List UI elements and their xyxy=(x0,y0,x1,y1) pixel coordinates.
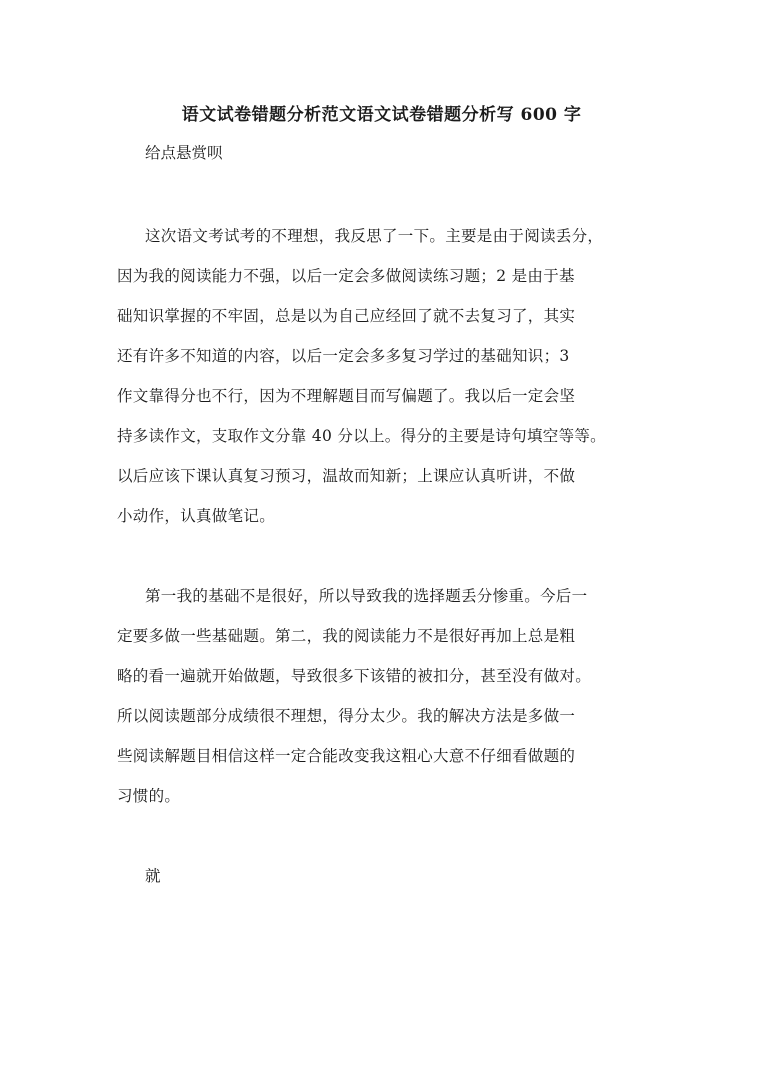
document-subtitle: 给点悬赏呗 xyxy=(145,144,223,162)
paragraph-2-line-6: 习惯的。 xyxy=(117,787,181,805)
paragraph-1-line-6: 持多读作文，支取作文分靠 40 分以上。得分的主要是诗句填空等等。 xyxy=(117,427,606,445)
paragraph-2-line-5: 些阅读解题目相信这样一定合能改变我这粗心大意不仔细看做题的 xyxy=(117,747,576,765)
paragraph-1-line-8: 小动作，认真做笔记。 xyxy=(117,507,276,525)
paragraph-2-line-2: 定要多做一些基础题。第二，我的阅读能力不是很好再加上总是粗 xyxy=(117,627,576,645)
paragraph-1-line-1: 这次语文考试考的不理想，我反思了一下。主要是由于阅读丢分， xyxy=(145,227,604,245)
paragraph-1-line-5: 作文靠得分也不行，因为不理解题目而写偏题了。我以后一定会坚 xyxy=(117,387,576,405)
paragraph-1-line-7: 以后应该下课认真复习预习，温故而知新；上课应认真听讲，不做 xyxy=(117,467,576,485)
document-title: 语文试卷错题分析范文语文试卷错题分析写 600 字 xyxy=(181,105,582,125)
paragraph-1-line-2: 因为我的阅读能力不强，以后一定会多做阅读练习题；2 是由于基 xyxy=(117,267,575,285)
paragraph-1-line-4: 还有许多不知道的内容，以后一定会多多复习学过的基础知识；3 xyxy=(117,347,570,365)
paragraph-1-line-3: 础知识掌握的不牢固，总是以为自己应经回了就不去复习了，其实 xyxy=(117,307,576,325)
paragraph-2-line-4: 所以阅读题部分成绩很不理想，得分太少。我的解决方法是多做一 xyxy=(117,707,576,725)
paragraph-2-line-3: 略的看一遍就开始做题，导致很多下该错的被扣分，甚至没有做对。 xyxy=(117,667,592,685)
paragraph-2-line-1: 第一我的基础不是很好，所以导致我的选择题丢分惨重。今后一 xyxy=(145,587,588,605)
paragraph-3-line-1: 就 xyxy=(145,867,161,885)
